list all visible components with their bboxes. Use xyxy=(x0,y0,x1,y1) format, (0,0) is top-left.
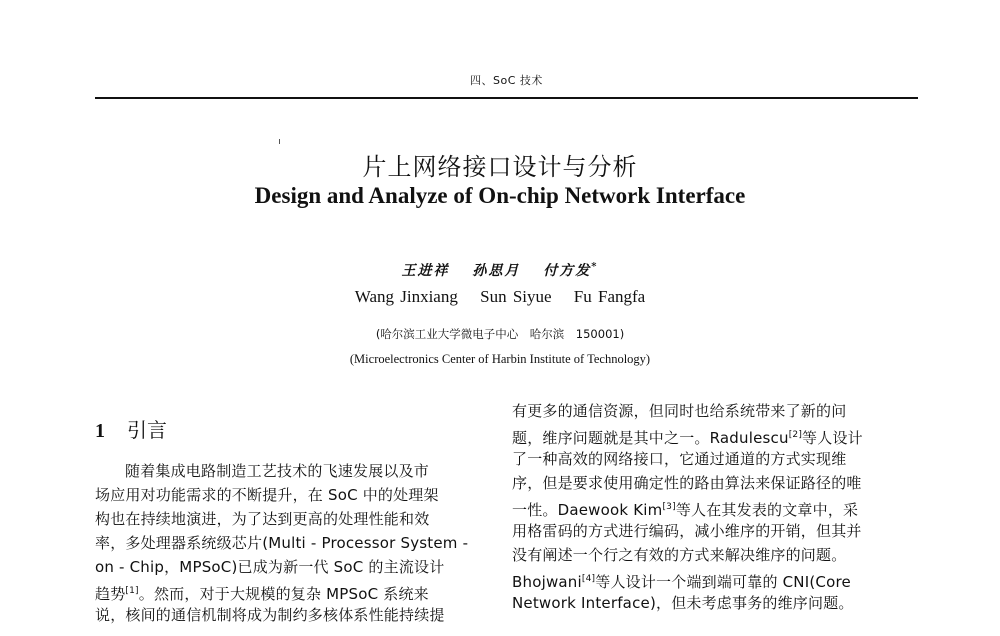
text-line: 随着集成电路制造工艺技术的飞速发展以及市 xyxy=(125,462,430,480)
citation: [2] xyxy=(788,430,803,440)
text-line: 率，多处理器系统级芯片(Multi - Processor System - xyxy=(95,534,469,552)
affiliation-chinese: (哈尔滨工业大学微电子中心 哈尔滨 150001) xyxy=(375,327,625,341)
citation: [3] xyxy=(662,502,676,512)
author-en-3: Fu Fangfa xyxy=(573,287,646,306)
text-line: 有更多的通信资源，但同时也给系统带来了新的问 xyxy=(512,402,847,420)
text-line: 序，但是要求使用确定性的路由算法来保证路径的唯 xyxy=(512,474,862,492)
text-line: 场应用对功能需求的不断提升，在 SoC 中的处理架 xyxy=(95,486,439,504)
text-line: 没有阐述一个行之有效的方式来解决维序的问题。 xyxy=(512,546,847,564)
text-line: 用格雷码的方式进行编码，减小维序的开销，但其并 xyxy=(512,522,862,540)
text-line: 了一种高效的网络接口，它通过通道的方式实现维 xyxy=(512,450,847,468)
title-english: Design and Analyze of On-chip Network Interface xyxy=(254,183,746,208)
section-heading xyxy=(95,414,167,443)
citation: [1] xyxy=(125,586,139,596)
section-number: 1 xyxy=(95,420,105,442)
title-chinese: 片上网络接口设计与分析 xyxy=(362,153,638,181)
text-line: Bhojwani[4]等人设计一个端到端可靠的 CNI(Core xyxy=(512,573,851,591)
authors-english xyxy=(0,287,1000,307)
text-line: Network Interface)，但未考虑事务的维序问题。 xyxy=(512,594,854,612)
header-rule xyxy=(95,97,918,99)
author-cn-1: 王进祥 xyxy=(401,263,450,279)
author-cn-2: 孙思月 xyxy=(472,263,521,279)
text-line: 说，核间的通信机制将成为制约多核体系性能持续提 xyxy=(95,606,445,624)
text-line: 构也在持续地演进，为了达到更高的处理性能和效 xyxy=(95,510,430,528)
authors-chinese xyxy=(0,260,1000,280)
author-cn-3: 付方发 xyxy=(543,263,592,279)
section-title: 引言 xyxy=(127,418,167,442)
text-line: 一性。Daewook Kim[3]等人在其发表的文章中，采 xyxy=(512,501,859,519)
text-line: on - Chip，MPSoC)已成为新一代 SoC 的主流设计 xyxy=(95,558,445,576)
author-en-2: Sun Siyue xyxy=(480,287,552,306)
affiliation-english: (Microelectronics Center of Harbin Institute of Technology) xyxy=(349,352,651,366)
text-line: 题，维序问题就是其中之一。Radulescu[2]等人设计 xyxy=(512,429,863,447)
author-en-1: Wang Jinxiang xyxy=(354,287,458,306)
text-line: 趋势[1]。然而，对于大规模的复杂 MPSoC 系统来 xyxy=(95,585,429,603)
left-column xyxy=(95,459,500,627)
running-header: 四、SoC 技术 xyxy=(470,74,543,87)
right-column xyxy=(512,399,918,615)
citation: [4] xyxy=(581,574,596,584)
scan-mark xyxy=(279,139,280,144)
corresponding-mark: * xyxy=(591,261,599,273)
